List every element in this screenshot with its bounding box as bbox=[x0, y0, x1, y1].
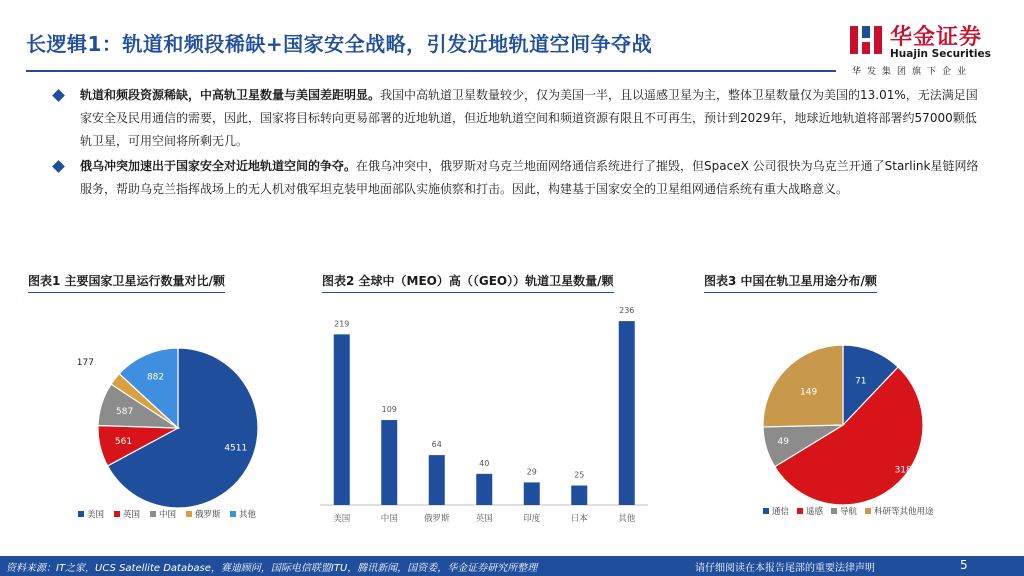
chart2-bar bbox=[318, 300, 658, 535]
slice-value-label: 561 bbox=[114, 436, 133, 447]
title-divider bbox=[26, 70, 836, 72]
legend-label: 导航 bbox=[840, 507, 858, 517]
chart1-title: 图表1 主要国家卫星运行数量对比/颗 bbox=[28, 272, 225, 293]
slice-value-label: 177 bbox=[76, 357, 94, 368]
bar bbox=[334, 334, 350, 505]
bar bbox=[429, 455, 445, 505]
company-logo bbox=[848, 20, 1008, 78]
legend-swatch bbox=[831, 508, 837, 514]
bullet-lead: 俄乌冲突加速出于国家安全对近地轨道空间的争夺。 bbox=[80, 159, 357, 173]
slice-value-label: 318 bbox=[894, 465, 912, 476]
x-tick-label: 其他 bbox=[618, 514, 636, 524]
slice-value-label: 71 bbox=[855, 376, 867, 387]
legend-label: 遥感 bbox=[806, 507, 824, 517]
footer-source: 资料来源：IT之家，UCS Satellite Database，赛迪顾问，国际电信联盟ITU，腾讯新闻，国资委，华金证券研究所整理 bbox=[6, 563, 538, 574]
bar-value-label: 236 bbox=[619, 306, 635, 316]
page-number: 5 bbox=[960, 558, 968, 572]
chart2-title: 图表2 全球中（MEO）高（（GEO））轨道卫星数量/颗 bbox=[322, 272, 614, 293]
legend-swatch bbox=[186, 511, 192, 517]
legend-swatch bbox=[114, 511, 120, 517]
legend-swatch bbox=[78, 511, 84, 517]
bar-value-label: 109 bbox=[381, 405, 397, 415]
chart1-pie bbox=[20, 300, 290, 530]
x-tick-label: 日本 bbox=[570, 514, 588, 524]
legend-label: 英国 bbox=[123, 510, 141, 520]
logo-english-name: Huajin Securities bbox=[890, 48, 991, 60]
diamond-bullet-icon bbox=[52, 89, 65, 102]
bullet-text: 我国中高轨道卫星数量较少，仅为美国一半，且以遥感卫星为主，整体卫星数量仅为美国的13.01%，无法满足国家安全及民用通信的需要，因此，国家将目标转向更易部署的近地轨道，但近地轨道空间和频道资源有限且不可再生，预计到2029年，地球近地轨道将部署约57000颗低轨卫星，可用空间将所剩无几。 bbox=[80, 88, 978, 148]
legend-label: 其他 bbox=[239, 510, 257, 520]
x-tick-label: 俄罗斯 bbox=[423, 514, 450, 524]
footer-bar bbox=[0, 556, 1024, 576]
legend-swatch bbox=[865, 508, 871, 514]
huajin-logo-icon bbox=[848, 22, 884, 58]
bar-value-label: 64 bbox=[431, 440, 442, 450]
x-tick-label: 美国 bbox=[333, 514, 351, 524]
bullet-lead: 轨道和频段资源稀缺，中高轨卫星数量与美国差距明显。 bbox=[80, 88, 381, 102]
slice-value-label: 882 bbox=[146, 372, 165, 383]
bar bbox=[619, 321, 635, 505]
bar bbox=[476, 474, 492, 505]
legend-swatch bbox=[150, 511, 156, 517]
bar bbox=[571, 486, 587, 505]
x-tick-label: 英国 bbox=[475, 514, 493, 524]
bar-value-label: 219 bbox=[334, 319, 350, 329]
legend-label: 俄罗斯 bbox=[195, 510, 221, 520]
legend-swatch bbox=[763, 508, 769, 514]
bar-value-label: 25 bbox=[574, 470, 585, 480]
page-title: 长逻辑1：轨道和频段稀缺+国家安全战略，引发近地轨道空间争夺战 bbox=[26, 32, 653, 56]
chart3-pie bbox=[695, 300, 1015, 530]
footer-disclaimer: 请仔细阅读在本报告尾部的重要法律声明 bbox=[695, 563, 875, 574]
bullet-item bbox=[52, 84, 982, 153]
logo-subtitle: 华发集团旗下企业 bbox=[852, 67, 973, 77]
legend-label: 中国 bbox=[159, 510, 177, 520]
chart3-title: 图表3 中国在轨卫星用途分布/颗 bbox=[704, 272, 877, 293]
legend-label: 通信 bbox=[772, 507, 790, 517]
slice-value-label: 149 bbox=[800, 387, 818, 398]
legend-label: 美国 bbox=[87, 510, 105, 520]
diamond-bullet-icon bbox=[52, 160, 65, 173]
logo-chinese-name: 华金证券 bbox=[890, 25, 983, 50]
legend-label: 科研等其他用途 bbox=[874, 507, 934, 517]
x-tick-label: 印度 bbox=[523, 514, 541, 524]
slice-value-label: 587 bbox=[116, 407, 134, 418]
bullet-text: 在俄乌冲突中，俄罗斯对乌克兰地面网络通信系统进行了摧毁，但SpaceX 公司很快为乌克兰开通了Starlink星链网络服务，帮助乌克兰指挥战场上的无人机对俄军坦克装甲地面部队实施侦察和打击。因此，构建基于国家安全的卫星组网通信系统有重大战略意义。 bbox=[80, 159, 979, 196]
legend-swatch bbox=[797, 508, 803, 514]
bar bbox=[524, 482, 540, 505]
x-tick-label: 中国 bbox=[380, 514, 398, 524]
pie-slice bbox=[763, 345, 843, 427]
slice-value-label: 49 bbox=[777, 436, 790, 447]
bullet-list bbox=[52, 84, 982, 203]
bar bbox=[381, 420, 397, 505]
bar-value-label: 40 bbox=[479, 458, 490, 468]
legend-swatch bbox=[230, 511, 236, 517]
slice-value-label: 4511 bbox=[224, 443, 248, 454]
bullet-item bbox=[52, 155, 982, 201]
bar-value-label: 29 bbox=[526, 467, 537, 477]
